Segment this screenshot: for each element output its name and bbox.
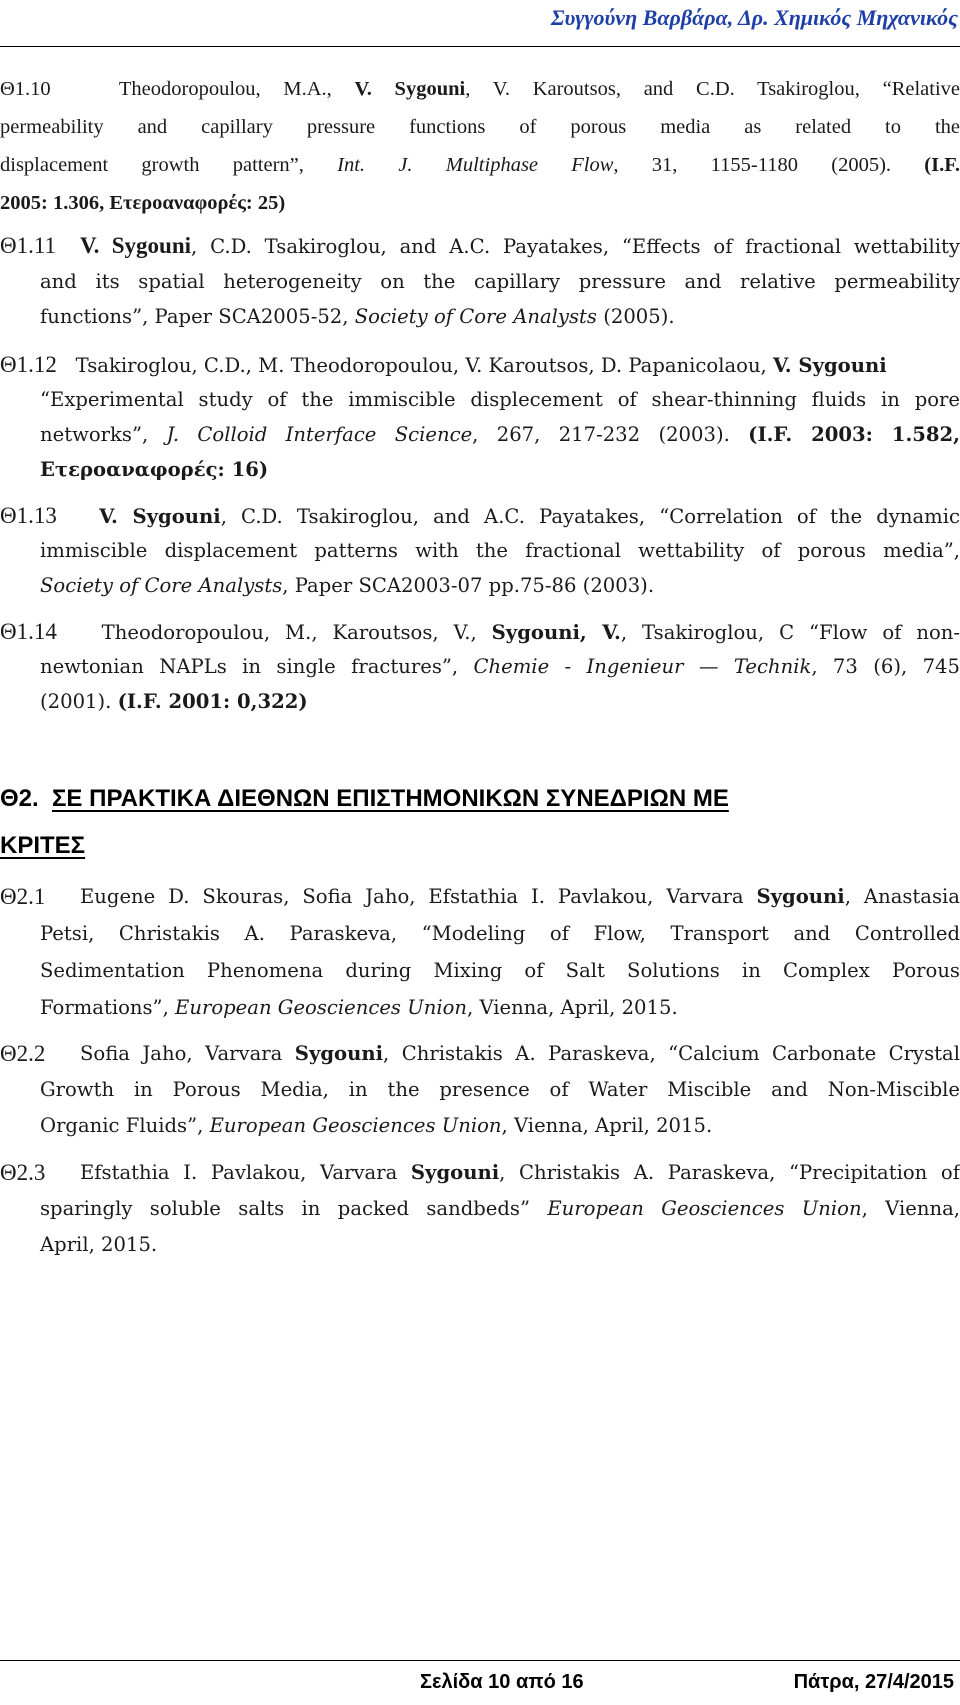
ref-text: Sofia Jaho, Varvara — [80, 1042, 295, 1065]
ref-line — [40, 381, 960, 419]
ref-text: sparingly soluble salts in packed sandbeds” — [40, 1197, 548, 1220]
ref-line — [0, 184, 960, 222]
impact-factor: (I.F. 2003: 1.582, — [748, 423, 960, 446]
ref-text: and its spatial heterogeneity on the capillary pressure and relative permeability — [40, 270, 960, 293]
ref-text: Theodoropoulou, M.A., — [118, 78, 355, 100]
ref-line — [40, 1190, 960, 1228]
author-highlight: Sygouni — [756, 885, 845, 908]
ref-line — [40, 1107, 960, 1145]
author-highlight: V. Sygouni — [354, 78, 466, 100]
section-heading — [0, 785, 960, 813]
ref-text: , Christakis A. Paraskeva, “Precipitation of — [499, 1161, 960, 1184]
ref-number: Θ2.3 — [0, 1160, 46, 1185]
section-title: ΣΕ ΠΡΑΚΤΙΚΑ ΔΙΕΘΝΩΝ ΕΠΙΣΤΗΜΟΝΙΚΩΝ ΣΥΝΕΔΡΙΩΝ ΜΕ — [52, 785, 729, 812]
ref-text: (2001). — [40, 690, 118, 713]
impact-factor: (I.F. 2001: 0,322) — [117, 690, 308, 713]
ref-text: , 73 (6), 745 — [811, 655, 960, 678]
ref-number: Θ1.13 — [0, 503, 57, 528]
page-footer — [0, 1660, 960, 1705]
ref-text: immiscible displacement patterns with the fractional wettability of porous media”, — [40, 539, 960, 562]
author-highlight: V. Sygouni — [773, 354, 887, 377]
ref-text: “Experimental study of the immiscible displecement of shear-thinning fluids in pore — [40, 388, 960, 411]
ref-number: Θ2.2 — [0, 1041, 46, 1066]
ref-text: , V. Karoutsos, and C.D. Tsakiroglou, “Relative — [465, 78, 960, 100]
ref-line — [40, 567, 960, 605]
page-number: Σελίδα 10 από 16 — [420, 1671, 584, 1693]
author-highlight: Sygouni — [410, 1161, 500, 1184]
ref-number: Θ2.1 — [0, 884, 46, 909]
page-header — [0, 0, 960, 47]
ref-line — [80, 227, 960, 266]
ref-line — [0, 70, 960, 108]
ref-text: , 31, 1155-1180 (2005). — [613, 154, 925, 176]
footer-date: Πάτρα, 27/4/2015 — [793, 1671, 954, 1693]
ref-text: , 267, 217-232 (2003). — [472, 423, 749, 446]
ref-text: Growth in Porous Media, in the presence of Water Miscible and Non-Miscible — [40, 1078, 960, 1101]
ref-text: Efstathia I. Pavlakou, Varvara — [80, 1161, 411, 1184]
ref-line — [80, 1154, 960, 1192]
author-highlight: Sygouni, V. — [491, 621, 621, 644]
ref-text: Sedimentation Phenomena during Mixing of Salt Solutions in Complex Porous — [40, 959, 960, 982]
ref-text: , Anastasia — [844, 885, 960, 908]
ref-text: Petsi, Christakis A. Paraskeva, “Modeling of Flow, Transport and Controlled — [40, 922, 960, 945]
impact-factor: Ετεροαναφορές: 16) — [40, 458, 269, 481]
impact-factor: 2005: 1.306, Ετεροαναφορές: 25) — [0, 192, 286, 214]
ref-text: , Paper SCA2003-07 pp.75-86 (2003). — [282, 574, 655, 597]
ref-line — [40, 416, 960, 454]
ref-text: , Vienna, April, 2015. — [467, 996, 678, 1019]
ref-text: newtonian NAPLs in single fractures”, — [40, 655, 474, 678]
ref-line — [40, 915, 960, 953]
ref-text: Organic Fluids”, — [40, 1114, 210, 1137]
ref-text: permeability and capillary pressure functions of porous media as related to the — [0, 116, 960, 138]
ref-line — [40, 683, 960, 721]
ref-line — [40, 1071, 960, 1109]
ref-text: Formations”, — [40, 996, 176, 1019]
ref-line — [40, 532, 960, 570]
journal-name: Chemie - Ingenieur — Technik — [473, 655, 812, 678]
journal-name: Society of Core Analysts — [40, 574, 283, 597]
journal-name: Society of Core Analysts — [354, 305, 597, 328]
section-title: ΚΡΙΤΕΣ — [0, 832, 86, 859]
section-number: Θ2. — [0, 785, 39, 812]
ref-number: Θ1.11 — [0, 233, 57, 258]
ref-text: (2005). — [596, 305, 675, 328]
ref-line — [40, 263, 960, 301]
ref-text: Eugene D. Skouras, Sofia Jaho, Efstathia I. Pavlakou, Varvara — [80, 885, 757, 908]
ref-line — [40, 298, 960, 336]
ref-text: , C.D. Tsakiroglou, and A.C. Payatakes, “Effects of fractional wettability — [191, 235, 960, 258]
ref-text: networks”, — [40, 423, 167, 446]
ref-text: April, 2015. — [40, 1233, 158, 1256]
journal-name: European Geosciences Union — [547, 1197, 862, 1220]
ref-line — [0, 108, 960, 146]
author-highlight: V. Sygouni — [99, 505, 221, 528]
ref-text: , Vienna, April, 2015. — [501, 1114, 713, 1137]
journal-name: European Geosciences Union — [175, 996, 468, 1019]
ref-number: Θ1.10 — [0, 78, 51, 100]
journal-name: Int. J. Multiphase Flow — [337, 154, 614, 176]
section-heading-continued — [0, 832, 960, 860]
ref-text: displacement growth pattern”, — [0, 154, 338, 176]
ref-line — [40, 989, 960, 1027]
ref-text: Tsakiroglou, C.D., M. Theodoropoulou, V. Karoutsos, D. Papanicolaou, — [75, 354, 774, 377]
ref-line — [0, 497, 960, 536]
ref-text: , Tsakiroglou, C “Flow of non- — [620, 621, 960, 644]
ref-line — [40, 648, 960, 686]
ref-line — [40, 1226, 960, 1264]
ref-number: Θ1.14 — [0, 619, 57, 644]
ref-text: Theodoropoulou, M., Karoutsos, V., — [101, 621, 492, 644]
ref-line — [0, 346, 960, 385]
ref-line — [80, 1035, 960, 1073]
author-highlight: V. Sygouni — [80, 233, 192, 258]
ref-number: Θ1.12 — [0, 352, 57, 377]
header-title: Συγγούνη Βαρβάρα, Δρ. Χημικός Μηχανικός — [550, 5, 958, 30]
ref-text: functions”, Paper SCA2005-52, — [40, 305, 355, 328]
ref-line — [0, 146, 960, 184]
ref-text: , C.D. Tsakiroglou, and A.C. Payatakes, “Correlation of the dynamic — [220, 505, 960, 528]
ref-text: , Christakis A. Paraskeva, “Calcium Carbonate Crystal — [383, 1042, 960, 1065]
ref-line — [80, 878, 960, 916]
ref-line — [40, 952, 960, 990]
author-highlight: Sygouni — [294, 1042, 384, 1065]
ref-line — [0, 613, 960, 652]
journal-name: European Geosciences Union — [209, 1114, 502, 1137]
impact-factor: (I.F. — [924, 154, 960, 176]
journal-name: J. Colloid Interface Science — [166, 423, 473, 446]
ref-text: , Vienna, — [861, 1197, 960, 1220]
ref-line — [40, 451, 960, 489]
